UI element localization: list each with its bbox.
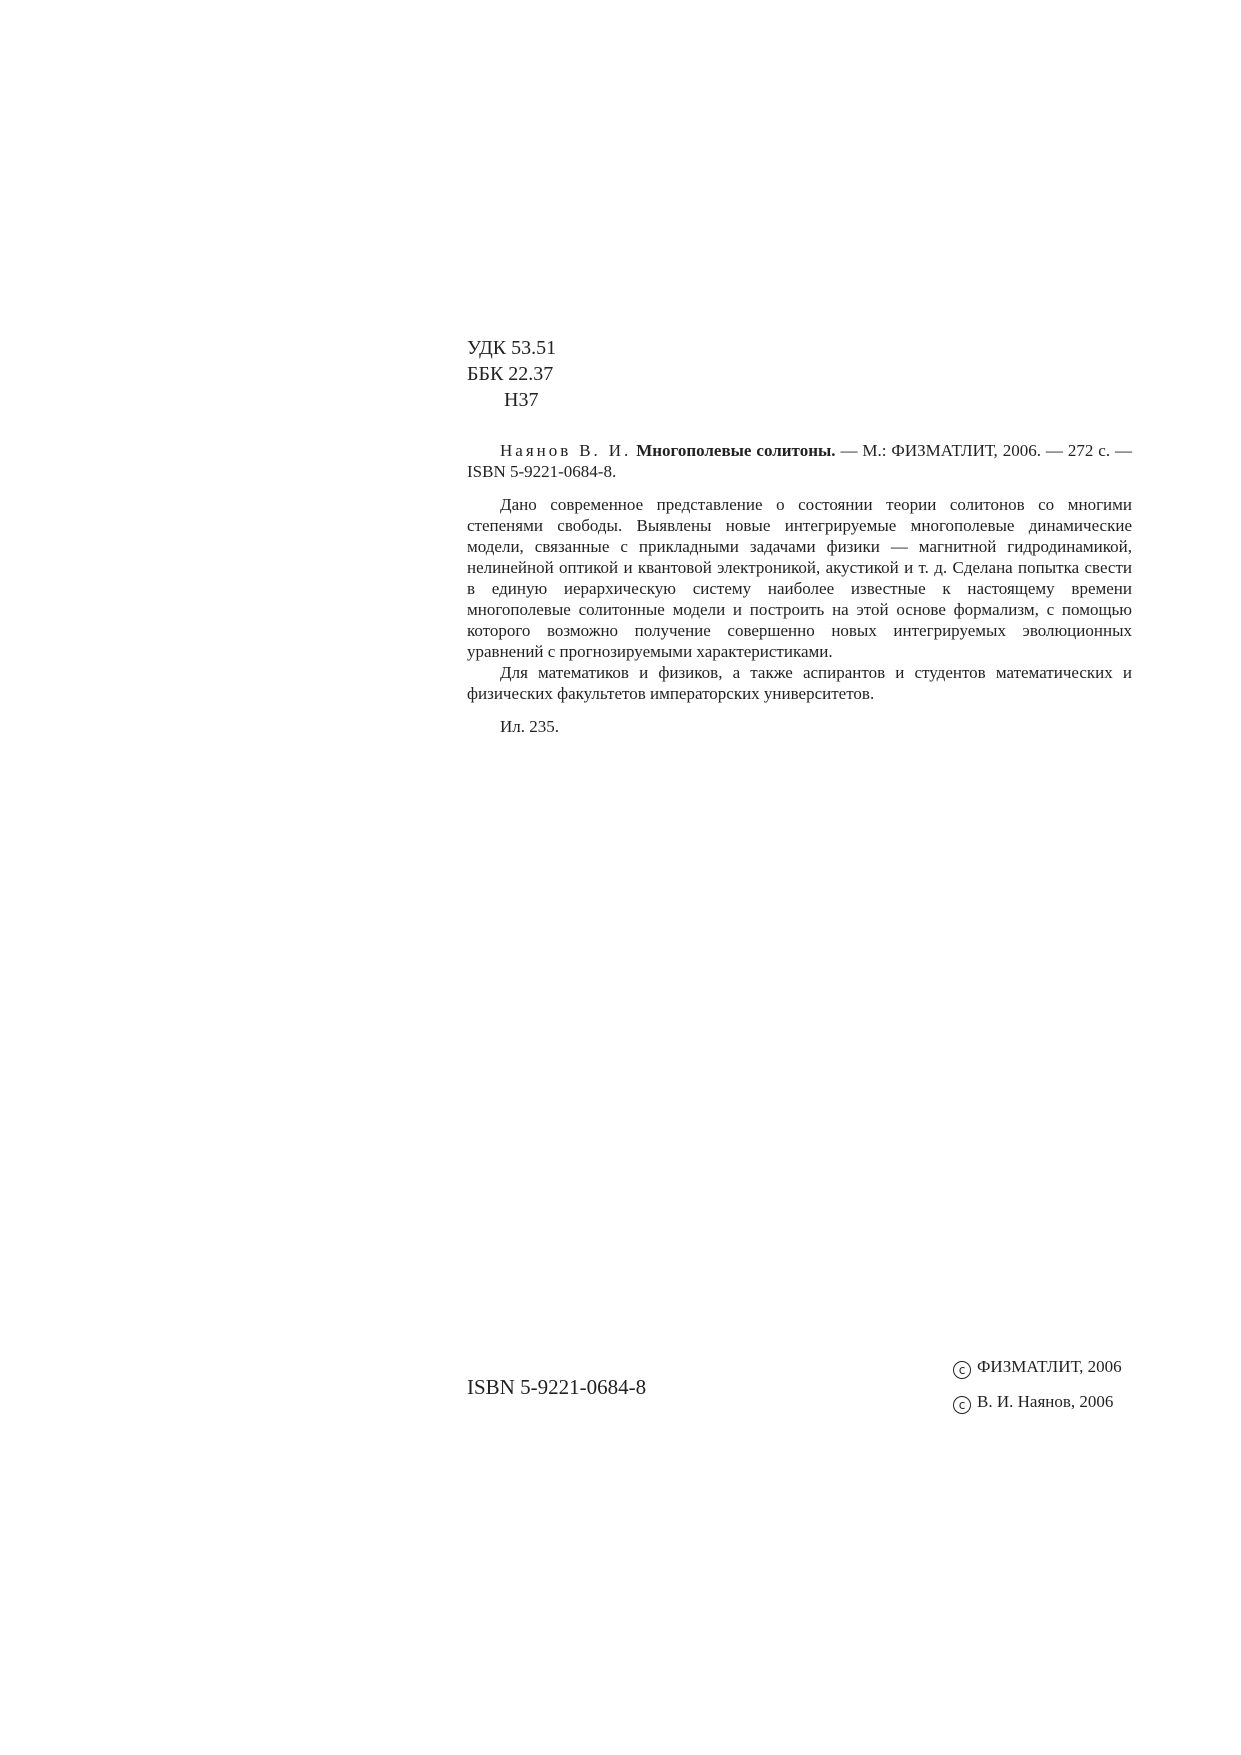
abstract-block [467,440,1132,737]
audience-paragraph: Для математиков и физиков, а также аспирантов и студентов математических и физических факультетов императорских университетов. [467,663,1132,703]
author-name: Наянов В. И. [500,441,632,460]
bibliographic-record [467,440,1132,482]
copyright-author-line [953,1384,1122,1419]
udk-code: УДК 53.51 [467,337,557,359]
author-mark: Н37 [504,389,539,411]
classification-codes [467,335,556,413]
book-title: Многополевые солитоны. [636,441,836,460]
copyright-publisher: ФИЗМАТЛИТ, 2006 [977,1357,1122,1376]
copyright-publisher-line [953,1349,1122,1384]
publication-details: — М.: ФИЗМАТЛИТ, 2006. — 272 с. — ISBN 5-9221-0684-8. [467,441,1132,481]
description-paragraph: Дано современное представление о состоянии теории солитонов со многими степенями свободы. Выявлены новые интегрируемые многополевые динамические модели, связанные с прикладными задачами физики — магнитной гидродинамикой, нелинейной оптикой и квантовой электроникой, акустикой и т. д. Сделана попытка свести в единую иерархическую систему наиболее известные к настоящему времени многополевые солитонные модели и построить на этой основе формализм, с помощью которого возможно получение совершенно новых интегрируемых эволюционных уравнений с прогнозируемыми характеристиками. [467,495,1132,661]
isbn-number: ISBN 5-9221-0684-8 [467,1375,647,1399]
copyright-icon: c [953,1396,971,1414]
copyright-author: В. И. Наянов, 2006 [977,1392,1114,1411]
copyright-icon: c [953,1361,971,1379]
bbk-code: ББК 22.37 [467,363,554,385]
copyright-block [953,1349,1122,1419]
illustrations-count: Ил. 235. [500,717,560,736]
